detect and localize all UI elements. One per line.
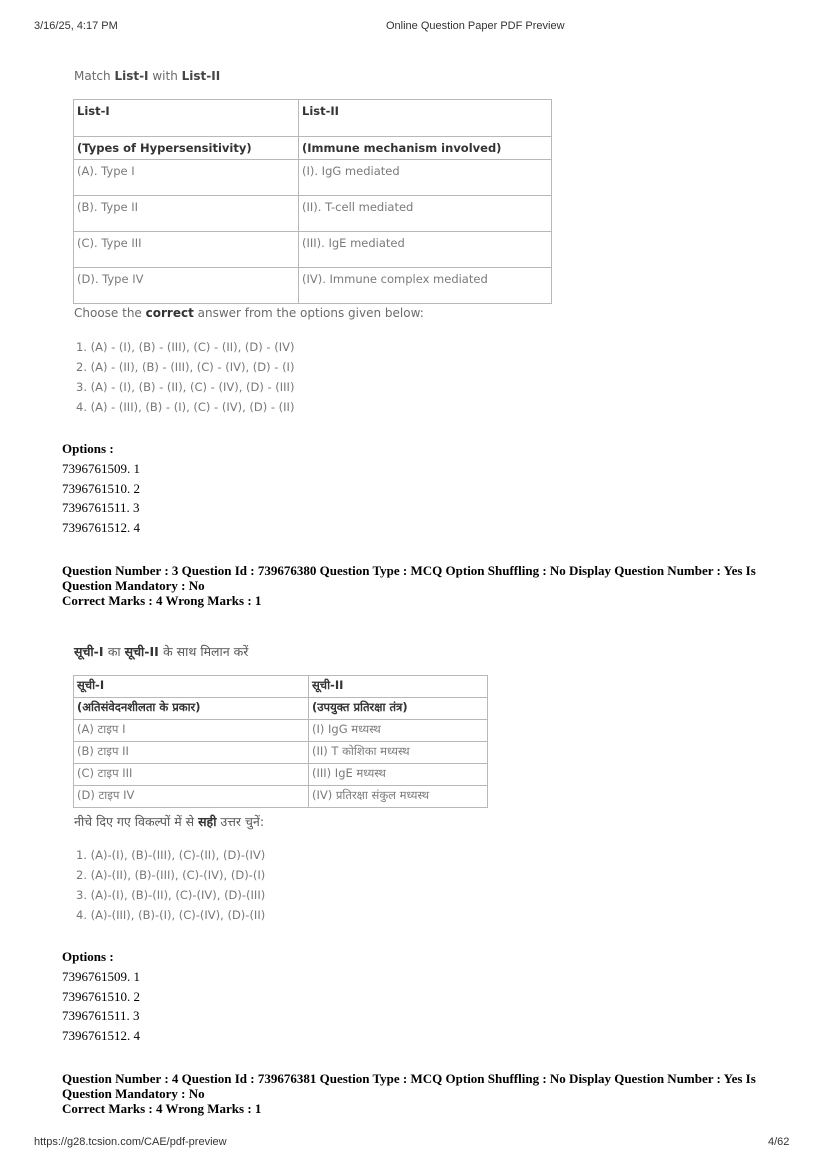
list-item: 4. (A)-(III), (B)-(I), (C)-(IV), (D)-(II) xyxy=(76,908,266,922)
q3-answer-list xyxy=(76,845,265,925)
list-item: 4. (A) - (III), (B) - (I), (C) - (IV), (D) - (II) xyxy=(76,400,295,414)
q2-choose-instruction: Choose the correct answer from the options given below: xyxy=(74,306,424,320)
q3-col2-heading: सूची-II xyxy=(309,676,488,698)
table-cell: (I) IgG मध्यस्थ xyxy=(309,720,488,742)
q3-col1-heading: सूची-I xyxy=(74,676,309,698)
table-cell: (IV) प्रतिरक्षा संकुल मध्यस्थ xyxy=(309,786,488,808)
q3-options-label: Options : xyxy=(62,949,114,964)
table-row xyxy=(74,268,552,304)
q4-marks: Correct Marks : 4 Wrong Marks : 1 xyxy=(62,1101,262,1116)
list-item: 2. (A) - (II), (B) - (III), (C) - (IV), (D) - (I) xyxy=(76,360,295,374)
table-cell: (II). T-cell mediated xyxy=(299,196,552,232)
q2-match-table xyxy=(73,99,552,304)
list-item: 3. (A)-(I), (B)-(II), (C)-(IV), (D)-(III) xyxy=(76,888,266,902)
q2-col1-heading: List-I xyxy=(74,100,299,137)
q3-instruction: सूची-I का सूची-II के साथ मिलान करें xyxy=(74,644,249,659)
list-item: 1. (A) - (I), (B) - (III), (C) - (II), (D) - (IV) xyxy=(76,340,295,354)
q3-meta: Question Number : 3 Question Id : 739676380 Question Type : MCQ Option Shuffling : No Display Question Number : Yes Is Question Mandatory : No Correct Marks : 4 Wrong Marks : 1 xyxy=(62,563,792,608)
q3-col1-subheading: (अतिसंवेदनशीलता के प्रकार) xyxy=(74,698,309,720)
page-title: Online Question Paper PDF Preview xyxy=(386,20,565,32)
q3-marks: Correct Marks : 4 Wrong Marks : 1 xyxy=(62,593,262,608)
list-item: 1. (A)-(I), (B)-(III), (C)-(II), (D)-(IV) xyxy=(76,848,266,862)
option-item: 7396761510. 2 xyxy=(62,480,140,496)
table-cell: (II) T कोशिका मध्यस्थ xyxy=(309,742,488,764)
table-cell: (D) टाइप IV xyxy=(74,786,309,808)
table-row xyxy=(74,160,552,196)
list-item: 2. (A)-(II), (B)-(III), (C)-(IV), (D)-(I) xyxy=(76,868,266,882)
table-row xyxy=(74,196,552,232)
table-cell: (C). Type III xyxy=(74,232,299,268)
q2-col2-subheading: (Immune mechanism involved) xyxy=(299,137,552,160)
q2-answer-list xyxy=(76,337,294,417)
table-cell: (I). IgG mediated xyxy=(299,160,552,196)
table-row xyxy=(74,764,488,786)
table-cell: (D). Type IV xyxy=(74,268,299,304)
table-cell: (B). Type II xyxy=(74,196,299,232)
option-item: 7396761512. 4 xyxy=(62,519,140,535)
option-item: 7396761509. 1 xyxy=(62,461,140,476)
q3-choose-instruction: नीचे दिए गए विकल्पों में से सही उत्तर चुनें: xyxy=(74,814,265,829)
table-cell: (A) टाइप I xyxy=(74,720,309,742)
option-item: 7396761509. 1 xyxy=(62,969,140,984)
table-cell: (III). IgE mediated xyxy=(299,232,552,268)
q2-options-label: Options : xyxy=(62,441,114,456)
footer-url: https://g28.tcsion.com/CAE/pdf-preview xyxy=(34,1136,227,1148)
option-item: 7396761512. 4 xyxy=(62,1027,140,1043)
table-row xyxy=(74,232,552,268)
option-item: 7396761511. 3 xyxy=(62,500,140,515)
option-item: 7396761510. 2 xyxy=(62,988,140,1004)
q2-col1-subheading: (Types of Hypersensitivity) xyxy=(74,137,299,160)
table-cell: (C) टाइप III xyxy=(74,764,309,786)
q3-col2-subheading: (उपयुक्त प्रतिरक्षा तंत्र) xyxy=(309,698,488,720)
page-number: 4/62 xyxy=(768,1136,790,1148)
q2-instruction: Match List-I with List-II xyxy=(74,69,221,83)
q3-match-table xyxy=(73,675,488,808)
print-datetime: 3/16/25, 4:17 PM xyxy=(34,20,118,32)
table-cell: (A). Type I xyxy=(74,160,299,196)
table-row xyxy=(74,720,488,742)
option-item: 7396761511. 3 xyxy=(62,1008,140,1023)
q4-meta: Question Number : 4 Question Id : 739676381 Question Type : MCQ Option Shuffling : No Display Question Number : Yes Is Question Mandatory : No Correct Marks : 4 Wrong Marks : 1 xyxy=(62,1071,792,1116)
list-item: 3. (A) - (I), (B) - (II), (C) - (IV), (D) - (III) xyxy=(76,380,295,394)
q3-options-list xyxy=(62,967,140,1045)
table-cell: (III) IgE मध्यस्थ xyxy=(309,764,488,786)
table-row xyxy=(74,742,488,764)
table-cell: (B) टाइप II xyxy=(74,742,309,764)
table-row xyxy=(74,786,488,808)
table-cell: (IV). Immune complex mediated xyxy=(299,268,552,304)
q2-col2-heading: List-II xyxy=(299,100,552,137)
q2-options-list xyxy=(62,459,140,537)
